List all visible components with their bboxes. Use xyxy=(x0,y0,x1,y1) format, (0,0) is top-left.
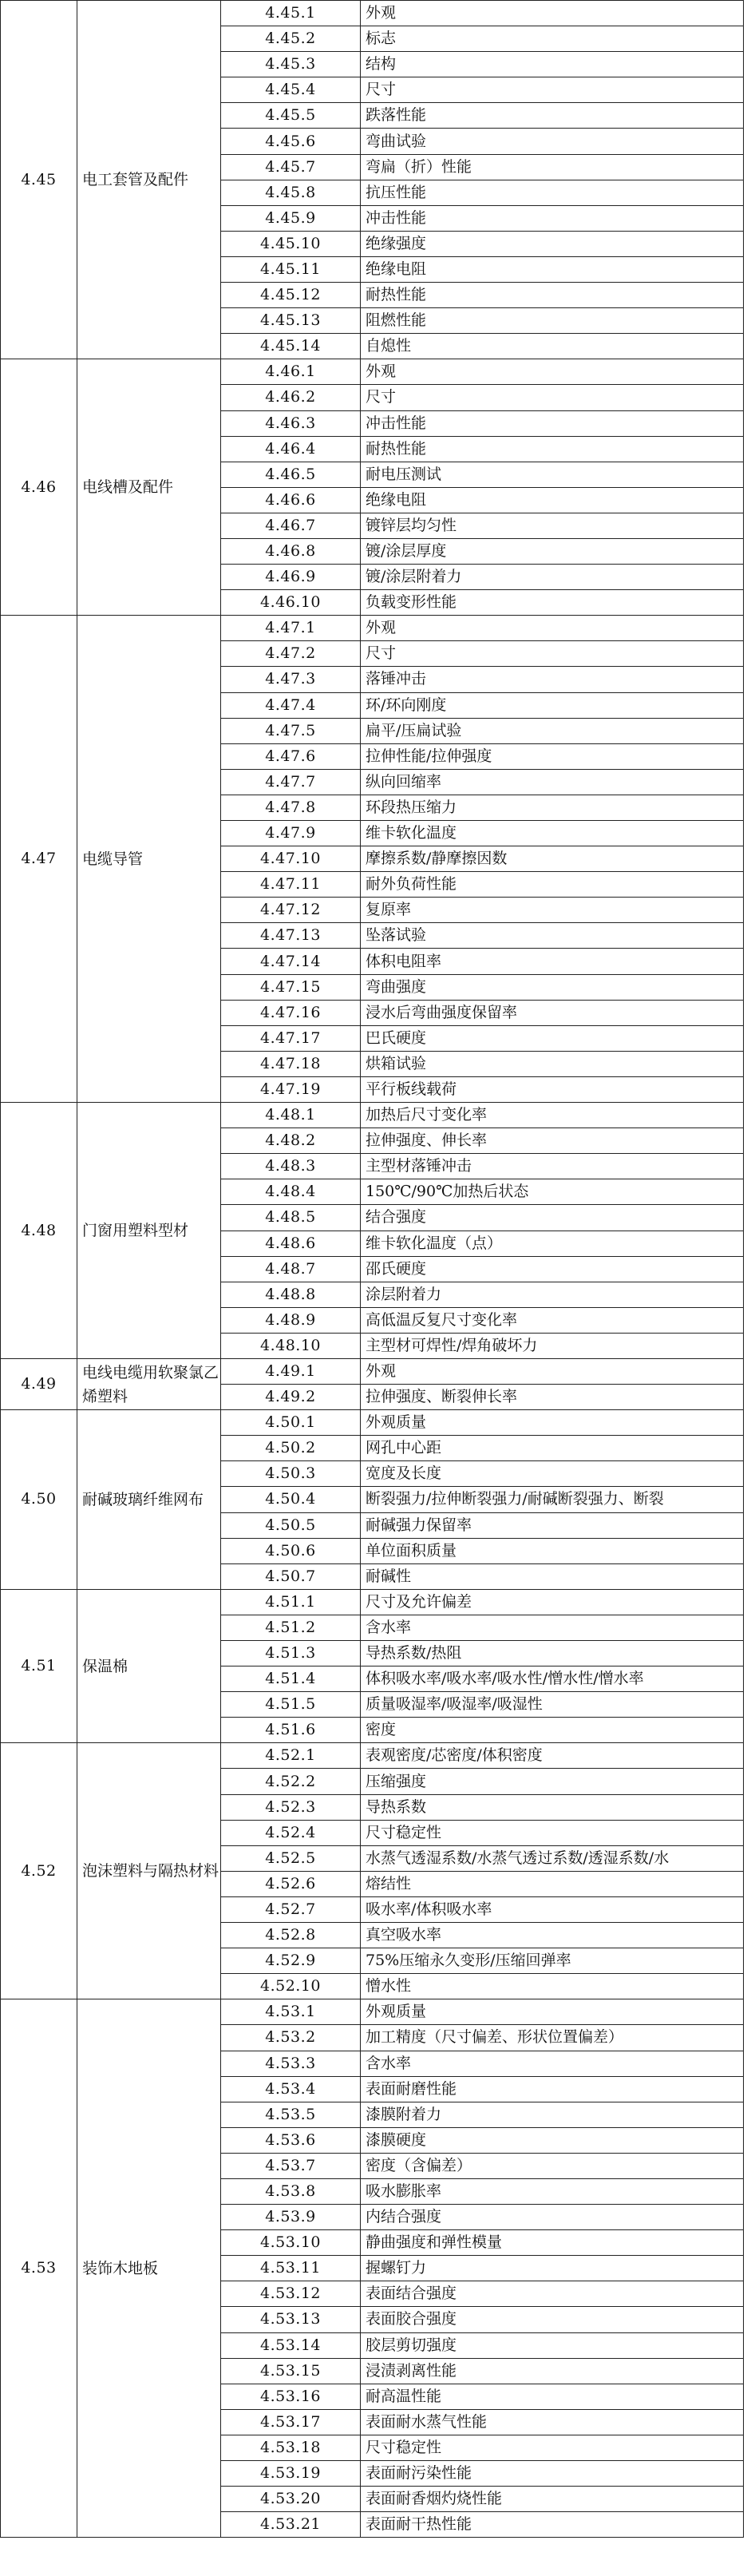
item-number: 4.46.2 xyxy=(221,385,361,410)
item-number: 4.45.7 xyxy=(221,154,361,180)
item-number: 4.50.6 xyxy=(221,1538,361,1563)
test-item-name: 绝缘强度 xyxy=(361,231,744,256)
table-row xyxy=(1,1410,744,1436)
test-item-name: 网孔中心距 xyxy=(361,1436,744,1461)
item-number: 4.53.7 xyxy=(221,2153,361,2178)
item-number: 4.45.8 xyxy=(221,180,361,205)
item-number: 4.51.3 xyxy=(221,1641,361,1666)
item-number: 4.48.4 xyxy=(221,1179,361,1205)
item-number: 4.46.10 xyxy=(221,590,361,616)
item-number: 4.48.7 xyxy=(221,1256,361,1282)
item-number: 4.45.3 xyxy=(221,52,361,77)
test-item-name: 弯曲强度 xyxy=(361,974,744,1000)
item-number: 4.53.19 xyxy=(221,2461,361,2487)
test-item-name: 内结合强度 xyxy=(361,2205,744,2230)
test-item-name: 表面胶合强度 xyxy=(361,2307,744,2332)
item-number: 4.45.5 xyxy=(221,103,361,129)
item-number: 4.50.1 xyxy=(221,1410,361,1436)
test-item-name: 体积吸水率/吸水率/吸水性/憎水性/憎水率 xyxy=(361,1666,744,1692)
test-item-name: 憎水性 xyxy=(361,1974,744,1999)
item-number: 4.53.5 xyxy=(221,2102,361,2127)
test-item-name: 外观 xyxy=(361,359,744,385)
item-number: 4.50.3 xyxy=(221,1461,361,1487)
test-item-name: 平行板线载荷 xyxy=(361,1076,744,1102)
test-item-name: 外观质量 xyxy=(361,1999,744,2025)
test-item-name: 外观 xyxy=(361,616,744,641)
item-number: 4.51.1 xyxy=(221,1589,361,1615)
item-number: 4.53.20 xyxy=(221,2487,361,2512)
item-number: 4.53.4 xyxy=(221,2076,361,2102)
item-number: 4.48.1 xyxy=(221,1103,361,1128)
test-item-name: 耐高温性能 xyxy=(361,2384,744,2409)
item-number: 4.51.2 xyxy=(221,1615,361,1640)
item-number: 4.52.9 xyxy=(221,1948,361,1974)
item-number: 4.47.13 xyxy=(221,923,361,949)
item-number: 4.48.2 xyxy=(221,1128,361,1154)
item-number: 4.47.16 xyxy=(221,1000,361,1025)
test-item-name: 漆膜附着力 xyxy=(361,2102,744,2127)
test-item-name: 单位面积质量 xyxy=(361,1538,744,1563)
table-row xyxy=(1,1103,744,1128)
test-item-name: 75%压缩永久变形/压缩回弹率 xyxy=(361,1948,744,1974)
item-number: 4.47.3 xyxy=(221,667,361,692)
item-number: 4.53.21 xyxy=(221,2512,361,2538)
test-item-name: 耐碱强力保留率 xyxy=(361,1512,744,1538)
item-number: 4.53.6 xyxy=(221,2127,361,2153)
item-number: 4.49.2 xyxy=(221,1385,361,1410)
item-number: 4.48.6 xyxy=(221,1231,361,1256)
item-number: 4.53.9 xyxy=(221,2205,361,2230)
test-item-name: 含水率 xyxy=(361,1615,744,1640)
test-item-name: 落锤冲击 xyxy=(361,667,744,692)
product-category-name: 电缆导管 xyxy=(77,616,221,1103)
item-number: 4.47.9 xyxy=(221,821,361,846)
product-category-name: 装饰木地板 xyxy=(77,1999,221,2538)
item-number: 4.47.14 xyxy=(221,949,361,974)
item-number: 4.47.12 xyxy=(221,898,361,923)
test-item-name: 握螺钉力 xyxy=(361,2256,744,2281)
test-item-name: 扁平/压扁试验 xyxy=(361,718,744,743)
item-number: 4.46.7 xyxy=(221,513,361,538)
item-number: 4.52.7 xyxy=(221,1896,361,1922)
item-number: 4.46.5 xyxy=(221,462,361,487)
section-number: 4.49 xyxy=(1,1358,77,1409)
item-number: 4.52.2 xyxy=(221,1769,361,1794)
test-item-name: 耐外负荷性能 xyxy=(361,872,744,898)
item-number: 4.48.10 xyxy=(221,1333,361,1358)
product-category-name: 电线电缆用软聚氯乙烯塑料 xyxy=(77,1358,221,1409)
test-item-name: 外观 xyxy=(361,1,744,26)
table-row xyxy=(1,1999,744,2025)
item-number: 4.52.6 xyxy=(221,1871,361,1896)
product-category-name: 电线槽及配件 xyxy=(77,359,221,616)
test-item-name: 水蒸气透湿系数/水蒸气透过系数/透湿系数/水 xyxy=(361,1845,744,1871)
item-number: 4.53.10 xyxy=(221,2230,361,2256)
item-number: 4.47.8 xyxy=(221,795,361,820)
item-number: 4.49.1 xyxy=(221,1358,361,1384)
test-item-name: 结合强度 xyxy=(361,1205,744,1231)
item-number: 4.52.1 xyxy=(221,1743,361,1769)
section-number: 4.52 xyxy=(1,1743,77,1999)
test-item-name: 弯扁（折）性能 xyxy=(361,154,744,180)
item-number: 4.47.6 xyxy=(221,743,361,769)
table-row xyxy=(1,359,744,385)
item-number: 4.48.9 xyxy=(221,1307,361,1333)
item-number: 4.53.12 xyxy=(221,2281,361,2307)
item-number: 4.47.4 xyxy=(221,692,361,718)
test-item-name: 表观密度/芯密度/体积密度 xyxy=(361,1743,744,1769)
test-item-name: 表面结合强度 xyxy=(361,2281,744,2307)
section-number: 4.45 xyxy=(1,1,77,359)
test-item-name: 主型材落锤冲击 xyxy=(361,1154,744,1179)
item-number: 4.47.11 xyxy=(221,872,361,898)
item-number: 4.53.14 xyxy=(221,2332,361,2358)
item-number: 4.46.9 xyxy=(221,565,361,590)
table-row xyxy=(1,616,744,641)
item-number: 4.48.5 xyxy=(221,1205,361,1231)
product-category-name: 耐碱玻璃纤维网布 xyxy=(77,1410,221,1590)
item-number: 4.52.5 xyxy=(221,1845,361,1871)
test-item-name: 维卡软化温度 xyxy=(361,821,744,846)
item-number: 4.47.17 xyxy=(221,1025,361,1051)
item-number: 4.45.4 xyxy=(221,77,361,103)
test-item-name: 标志 xyxy=(361,26,744,52)
test-item-name: 镀锌层均匀性 xyxy=(361,513,744,538)
item-number: 4.52.4 xyxy=(221,1820,361,1845)
test-item-name: 烘箱试验 xyxy=(361,1051,744,1076)
item-number: 4.50.5 xyxy=(221,1512,361,1538)
test-item-name: 耐碱性 xyxy=(361,1563,744,1589)
test-item-name: 邵氏硬度 xyxy=(361,1256,744,1282)
item-number: 4.45.13 xyxy=(221,308,361,334)
item-number: 4.53.17 xyxy=(221,2409,361,2435)
item-number: 4.46.3 xyxy=(221,410,361,436)
item-number: 4.52.10 xyxy=(221,1974,361,1999)
item-number: 4.47.10 xyxy=(221,846,361,872)
test-item-name: 表面耐香烟灼烧性能 xyxy=(361,2487,744,2512)
test-item-name: 高低温反复尺寸变化率 xyxy=(361,1307,744,1333)
test-item-name: 表面耐磨性能 xyxy=(361,2076,744,2102)
test-item-name: 外观 xyxy=(361,1358,744,1384)
test-item-name: 熔结性 xyxy=(361,1871,744,1896)
test-item-name: 耐热性能 xyxy=(361,436,744,462)
item-number: 4.53.8 xyxy=(221,2178,361,2204)
test-item-name: 巴氏硬度 xyxy=(361,1025,744,1051)
test-item-name: 漆膜硬度 xyxy=(361,2127,744,2153)
item-number: 4.47.19 xyxy=(221,1076,361,1102)
test-item-name: 摩擦系数/静摩擦因数 xyxy=(361,846,744,872)
item-number: 4.52.3 xyxy=(221,1794,361,1820)
item-number: 4.50.2 xyxy=(221,1436,361,1461)
test-item-name: 跌落性能 xyxy=(361,103,744,129)
item-number: 4.53.18 xyxy=(221,2435,361,2460)
item-number: 4.46.8 xyxy=(221,538,361,564)
test-item-name: 含水率 xyxy=(361,2051,744,2076)
test-item-name: 拉伸强度、断裂伸长率 xyxy=(361,1385,744,1410)
item-number: 4.45.1 xyxy=(221,1,361,26)
item-number: 4.53.1 xyxy=(221,1999,361,2025)
test-item-name: 主型材可焊性/焊角破坏力 xyxy=(361,1333,744,1358)
test-item-name: 表面耐水蒸气性能 xyxy=(361,2409,744,2435)
test-item-name: 冲击性能 xyxy=(361,205,744,231)
product-category-name: 保温棉 xyxy=(77,1589,221,1743)
test-item-name: 尺寸 xyxy=(361,77,744,103)
item-number: 4.47.18 xyxy=(221,1051,361,1076)
table-row xyxy=(1,1743,744,1769)
test-item-name: 绝缘电阻 xyxy=(361,487,744,513)
test-item-name: 尺寸 xyxy=(361,385,744,410)
test-item-name: 冲击性能 xyxy=(361,410,744,436)
section-number: 4.53 xyxy=(1,1999,77,2538)
item-number: 4.45.12 xyxy=(221,283,361,308)
test-item-name: 密度 xyxy=(361,1718,744,1743)
test-item-name: 尺寸稳定性 xyxy=(361,1820,744,1845)
item-number: 4.47.2 xyxy=(221,641,361,667)
test-item-name: 结构 xyxy=(361,52,744,77)
test-item-name: 尺寸 xyxy=(361,641,744,667)
test-item-name: 外观质量 xyxy=(361,1410,744,1436)
section-number: 4.48 xyxy=(1,1103,77,1359)
test-item-name: 导热系数/热阻 xyxy=(361,1641,744,1666)
test-item-name: 浸水后弯曲强度保留率 xyxy=(361,1000,744,1025)
test-item-name: 维卡软化温度（点） xyxy=(361,1231,744,1256)
test-item-name: 尺寸稳定性 xyxy=(361,2435,744,2460)
test-item-name: 耐电压测试 xyxy=(361,462,744,487)
section-number: 4.50 xyxy=(1,1410,77,1590)
test-item-name: 环段热压缩力 xyxy=(361,795,744,820)
test-item-name: 断裂强力/拉伸断裂强力/耐碱断裂强力、断裂 xyxy=(361,1487,744,1512)
item-number: 4.46.6 xyxy=(221,487,361,513)
test-item-name: 涂层附着力 xyxy=(361,1282,744,1307)
test-item-name: 浸渍剥离性能 xyxy=(361,2358,744,2384)
item-number: 4.47.1 xyxy=(221,616,361,641)
item-number: 4.50.4 xyxy=(221,1487,361,1512)
table-row xyxy=(1,1,744,26)
test-item-name: 密度（含偏差） xyxy=(361,2153,744,2178)
test-item-name: 阻燃性能 xyxy=(361,308,744,334)
section-number: 4.51 xyxy=(1,1589,77,1743)
test-item-name: 镀/涂层附着力 xyxy=(361,565,744,590)
test-item-name: 尺寸及允许偏差 xyxy=(361,1589,744,1615)
item-number: 4.53.11 xyxy=(221,2256,361,2281)
item-number: 4.45.6 xyxy=(221,129,361,154)
table-row xyxy=(1,1358,744,1384)
test-item-name: 吸水膨胀率 xyxy=(361,2178,744,2204)
item-number: 4.45.2 xyxy=(221,26,361,52)
item-number: 4.48.8 xyxy=(221,1282,361,1307)
item-number: 4.53.16 xyxy=(221,2384,361,2409)
item-number: 4.45.9 xyxy=(221,205,361,231)
product-category-name: 门窗用塑料型材 xyxy=(77,1103,221,1359)
test-item-name: 拉伸强度、伸长率 xyxy=(361,1128,744,1154)
table-row xyxy=(1,1589,744,1615)
test-item-name: 耐热性能 xyxy=(361,283,744,308)
test-item-name: 抗压性能 xyxy=(361,180,744,205)
item-number: 4.47.15 xyxy=(221,974,361,1000)
item-number: 4.51.6 xyxy=(221,1718,361,1743)
table-body xyxy=(1,1,744,2538)
test-item-name: 坠落试验 xyxy=(361,923,744,949)
test-item-name: 真空吸水率 xyxy=(361,1923,744,1948)
item-number: 4.46.4 xyxy=(221,436,361,462)
item-number: 4.46.1 xyxy=(221,359,361,385)
test-item-name: 复原率 xyxy=(361,898,744,923)
test-item-name: 宽度及长度 xyxy=(361,1461,744,1487)
test-item-name: 体积电阻率 xyxy=(361,949,744,974)
test-item-name: 吸水率/体积吸水率 xyxy=(361,1896,744,1922)
test-item-name: 绝缘电阻 xyxy=(361,256,744,282)
test-item-name: 压缩强度 xyxy=(361,1769,744,1794)
test-item-name: 表面耐干热性能 xyxy=(361,2512,744,2538)
item-number: 4.45.10 xyxy=(221,231,361,256)
test-item-name: 弯曲试验 xyxy=(361,129,744,154)
product-category-name: 泡沫塑料与隔热材料 xyxy=(77,1743,221,1999)
item-number: 4.48.3 xyxy=(221,1154,361,1179)
item-number: 4.53.15 xyxy=(221,2358,361,2384)
item-number: 4.50.7 xyxy=(221,1563,361,1589)
test-item-name: 自熄性 xyxy=(361,334,744,359)
test-item-name: 质量吸湿率/吸湿率/吸湿性 xyxy=(361,1692,744,1718)
item-number: 4.52.8 xyxy=(221,1923,361,1948)
item-number: 4.47.7 xyxy=(221,769,361,795)
test-item-name: 拉伸性能/拉伸强度 xyxy=(361,743,744,769)
test-item-name: 表面耐污染性能 xyxy=(361,2461,744,2487)
item-number: 4.45.11 xyxy=(221,256,361,282)
section-number: 4.47 xyxy=(1,616,77,1103)
item-number: 4.45.14 xyxy=(221,334,361,359)
test-item-name: 胶层剪切强度 xyxy=(361,2332,744,2358)
test-item-name: 纵向回缩率 xyxy=(361,769,744,795)
item-number: 4.53.13 xyxy=(221,2307,361,2332)
test-item-name: 环/环向刚度 xyxy=(361,692,744,718)
item-number: 4.53.2 xyxy=(221,2025,361,2051)
product-category-name: 电工套管及配件 xyxy=(77,1,221,359)
item-number: 4.53.3 xyxy=(221,2051,361,2076)
test-item-name: 加热后尺寸变化率 xyxy=(361,1103,744,1128)
test-item-name: 导热系数 xyxy=(361,1794,744,1820)
test-item-name: 150℃/90℃加热后状态 xyxy=(361,1179,744,1205)
section-number: 4.46 xyxy=(1,359,77,616)
test-item-name: 镀/涂层厚度 xyxy=(361,538,744,564)
test-item-name: 负载变形性能 xyxy=(361,590,744,616)
item-number: 4.51.4 xyxy=(221,1666,361,1692)
item-number: 4.47.5 xyxy=(221,718,361,743)
test-item-name: 静曲强度和弹性模量 xyxy=(361,2230,744,2256)
test-item-name: 加工精度（尺寸偏差、形状位置偏差） xyxy=(361,2025,744,2051)
item-number: 4.51.5 xyxy=(221,1692,361,1718)
